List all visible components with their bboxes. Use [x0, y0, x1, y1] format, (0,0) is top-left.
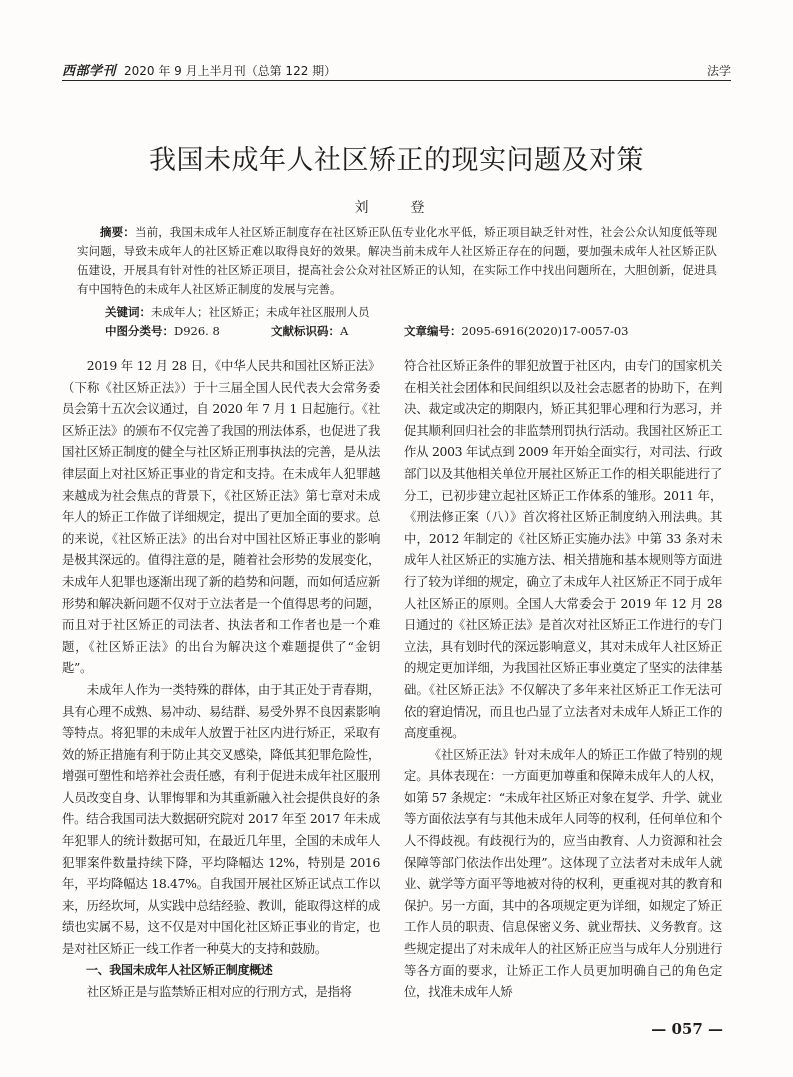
keywords-text: 未成年人；社区矫正；未成年社区服刑人员 [151, 305, 370, 319]
page-header [62, 58, 731, 80]
left-column [62, 355, 380, 1003]
abstract-label: 摘要： [100, 225, 135, 239]
journal-name: 西部学刊 [62, 64, 117, 79]
body-paragraph: 未成年人作为一类特殊的群体，由于其正处于青春期，具有心理不成熟、易冲动、易结群、易受外界不良因素影响等特点。将犯罪的未成年人放置于社区内进行矫正，采取有效的矫正措施有利于防止其交叉感染，降低其犯罪危险性，增强可塑性和培养社会责任感，有利于促进未成年社区服刑人员改变自身、认罪悔罪和为其重新融入社会提供良好的条件。结合我国司法大数据研究院对 2017 年至 2017 年未成年犯罪人的统计数据可知，在最近几年里，全国的未成年人犯罪案件数量持续下降，平均降幅达 12%，特别是 2016 年，平均降幅达 18.47%。自我国开展社区矫正试点工作以来，历经坎坷，从实践中总结经验、教训，能取得这样的成绩也实属不易，这不仅是对中国化社区矫正事业的肯定，也是对社区矫正一线工作者一种莫大的支持和鼓励。 [62, 681, 380, 957]
keywords-label: 关键词： [105, 305, 151, 319]
keywords [105, 304, 370, 320]
section-heading: 一、我国未成年人社区矫正制度概述 [86, 962, 273, 977]
clc-label: 中图分类号： [105, 324, 174, 338]
right-column [404, 355, 722, 1003]
header-rule [62, 80, 731, 81]
doc-code-value: A [340, 324, 349, 338]
author-name: 刘 登 [354, 200, 439, 216]
article-number-label: 文章编号： [404, 324, 462, 338]
document-code [271, 323, 348, 339]
clc-value: D926. 8 [174, 324, 220, 338]
doc-code-label: 文献标识码： [271, 324, 340, 338]
article-number-value: 2095-6916(2020)17-0057-03 [461, 324, 629, 338]
section-label: 法学 [706, 64, 731, 78]
abstract-text: 当前，我国未成年人社区矫正制度存在社区矫正队伍专业化水平低，矫正项目缺乏针对性，社会公众认知度低等现实问题，导致未成年人的社区矫正难以取得良好的效果。解决当前未成年人社区矫正存在的问题，要加强未成年人社区矫正队伍建设，开展具有针对性的社区矫正项目，提高社会公众对社区矫正的认知，在实际工作中找出问题所在，大胆创新，促进具有中国特色的未成年人社区矫正制度的发展与完善。 [77, 225, 717, 296]
body-paragraph: 《社区矫正法》针对未成年人的矫正工作做了特别的规定。具体表现在：一方面更加尊重和保障未成年人的人权，如第 57 条规定：“未成年社区矫正对象在复学、升学、就业等方面依法享有与其他未成年人同等的权利，任何单位和个人不得歧视。有歧视行为的，应当由教育、人力资源和社会保障等部门依法作出处理”。这体现了立法者对未成年人就业、就学等方面平等地被对待的权利，更重视对其的教育和保护。另一方面，其中的各项规定更为详细，如规定了矫正工作人员的职责、信息保密义务、就业帮扶、义务教育。这些规定提出了对未成年人的社区矫正应当与成年人分别进行等各方面的要求，让矫正工作人员更加明确自己的角色定位，找准未成年人矫 [404, 746, 722, 1000]
abstract [77, 223, 717, 299]
article-title: 我国未成年人社区矫正的现实问题及对策 [149, 145, 644, 176]
clc-number [105, 323, 220, 339]
body-paragraph: 符合社区矫正条件的罪犯放置于社区内，由专门的国家机关在相关社会团体和民间组织以及社会志愿者的协助下，在判决、裁定或决定的期限内，矫正其犯罪心理和行为恶习，并促其顺利回归社会的非监禁刑罚执行活动。我国社区矫正工作从 2003 年试点到 2009 年开始全面实行，对司法、行政部门以及其他相关单位开展社区矫正工作的相关职能进行了分工，已初步建立起社区矫正工作体系的雏形。2011 年，《刑法修正案（八）》首次将社区矫正制度纳入刑法典。其中，2012 年制定的《社区矫正实施办法》中第 33 条对未成年人社区矫正的实施方法、相关措施和基本规则等方面进行了较为详细的规定，确立了未成年人社区矫正不同于成年人社区矫正的原则。全国人大常委会于 2019 年 12 月 28 日通过的《社区矫正法》是首次对社区矫正工作进行的专门立法，具有划时代的深远影响意义，其对未成年人社区矫正的规定更加详细，为我国社区矫正事业奠定了坚实的法律基础。《社区矫正法》不仅解决了多年来社区矫正工作无法可依的窘迫情况，而且也凸显了立法者对未成年人矫正工作的高度重视。 [404, 358, 722, 741]
article-number [404, 323, 628, 339]
body-paragraph: 2019 年 12 月 28 日，《中华人民共和国社区矫正法》（下称《社区矫正法》）于十三届全国人民代表大会常务委员会第十五次会议通过，自 2020 年 7 月 1 日起施行。《社区矫正法》的颁布不仅完善了我国的刑法体系，也促进了我国社区矫正制度的健全与社区矫正刑事执法的完善，是从法律层面上对社区矫正事业的肯定和支持。在未成年人犯罪越来越成为社会焦点的背景下，《社区矫正法》第七章对未成年人的矫正工作做了详细规定，提出了更加全面的要求。总的来说，《社区矫正法》的出台对中国社区矫正事业的影响是极其深远的。值得注意的是，随着社会形势的发展变化，未成年人犯罪也逐渐出现了新的趋势和问题，而如何适应新形势和解决新问题不仅对于立法者是一个值得思考的问题，而且对于社区矫正的司法者、执法者和工作者也是一个难题，《社区矫正法》的出台为解决这个难题提供了“金钥匙”。 [62, 358, 380, 676]
page-number: — 057 — [651, 1020, 723, 1038]
body-paragraph: 社区矫正是与监禁矫正相对应的行刑方式，是指将 [86, 984, 352, 1000]
issue-info: 2020 年 9 月上半月刊（总第 122 期） [124, 64, 337, 78]
